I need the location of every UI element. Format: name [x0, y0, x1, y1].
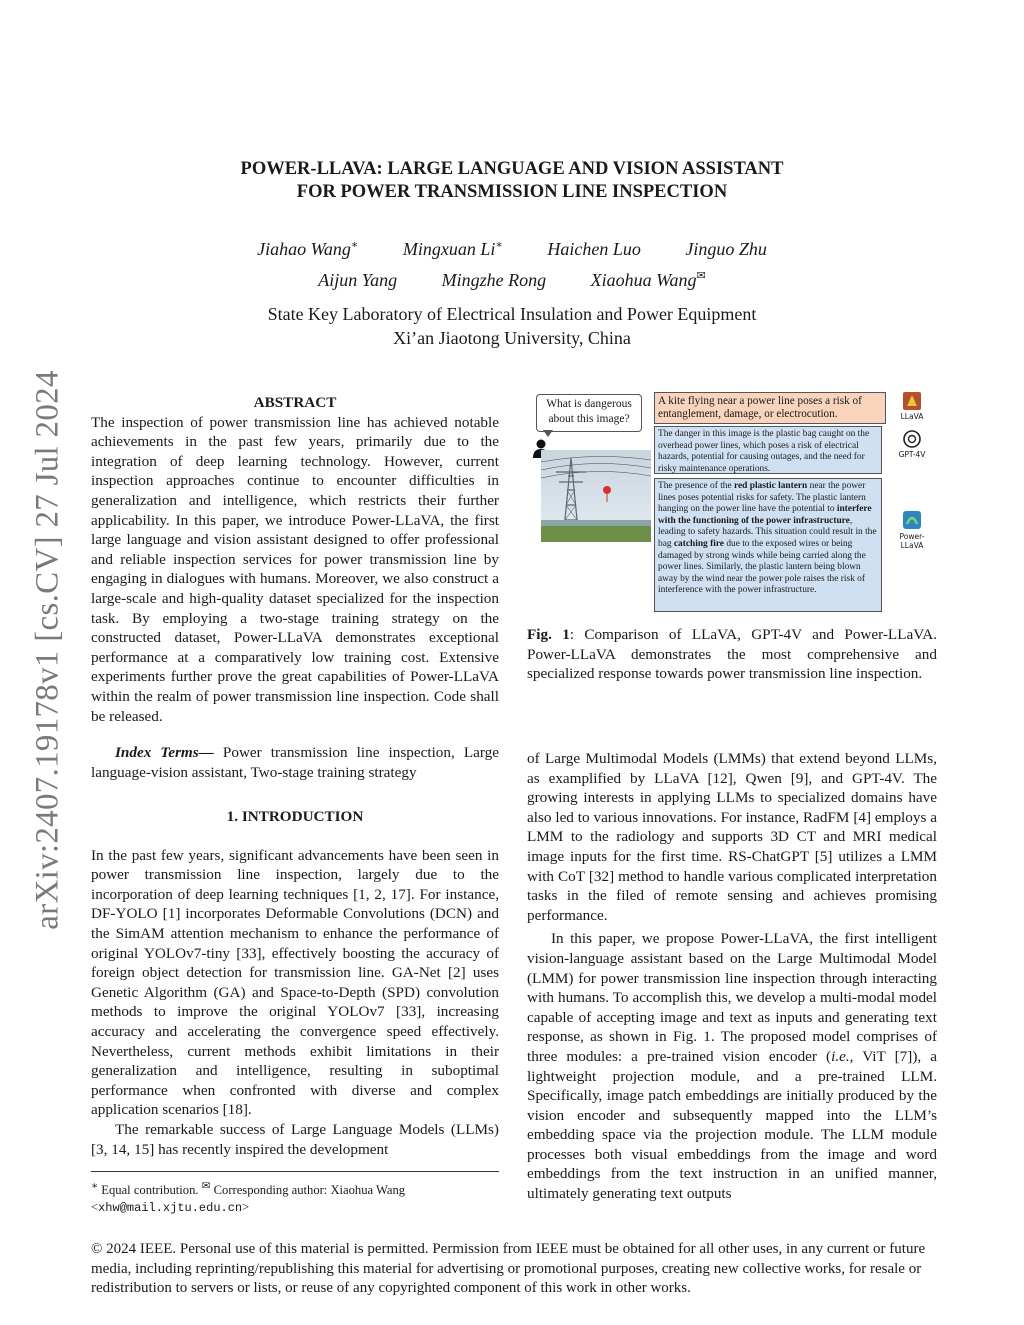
- paper-title: POWER-LLAVA: LARGE LANGUAGE AND VISION ASSISTANT FOR POWER TRANSMISSION LINE INSPECTION: [240, 159, 784, 202]
- right-paragraph-1: of Large Multimodal Models (LMMs) that extend beyond LLMs, as examplified by LLaVA [12], Qwen [9], and GPT-4V. The growing interests in applying LLMs to specialized domains have also led to various innovations. For instance, RadFM [4] employs a LMM to the radiology and supports 3D CT and MRI medical image inputs for the first time. RS-ChatGPT [5] utilizes a LMM with CoT [32] method to handle various complicated interpretation tasks in the filed of remote sensing and achieves promising performance.: [527, 750, 937, 924]
- llava-logo-icon: [903, 392, 921, 410]
- intro-paragraph-2: The remarkable success of Large Language Models (LLMs) [3, 14, 15] has recently inspired the development: [91, 1120, 499, 1158]
- gpt4v-answer: The danger in this image is the plastic bag caught on the overhead power lines, which poses a risk of electrical hazards, potential for causing outages, and the need for risky maintenance operations.: [654, 426, 882, 474]
- author: Xiaohua Wang✉: [590, 270, 706, 290]
- abstract-heading: ABSTRACT: [253, 394, 337, 411]
- author: Jiahao Wang∗: [257, 239, 359, 259]
- affiliation: State Key Laboratory of Electrical Insulation and Power Equipment Xi’an Jiaotong University, China: [267, 304, 757, 348]
- power-llava-answer: The presence of the red plastic lantern near the power lines poses potential risks for safety. The plastic lantern hanging on the power line have the potential to interfere with the functioning of the power infrastructure, leading to safety hazards. This situation could result in the bag catching fire due to the exposed wires or being damaged by strong winds while being carried along the power lines. Similarly, the plastic lantern being blown away by the wind near the power pole raises the risk of interference with the power infrastructure.: [654, 478, 882, 612]
- figure-caption: Fig. 1: Comparison of LLaVA, GPT-4V and Power-LLaVA. Power-LLaVA demonstrates the most comprehensive and specialized response towards power transmission line inspection.: [527, 626, 938, 683]
- right-paragraph-2: In this paper, we propose Power-LLaVA, the first intelligent vision-language assistant based on the Large Multimodal Model (LMM) for power transmission line inspection through interacting with humans. To accomplish this, we develop a multi-modal model capable of accepting image and text as inputs and generating text response, as shown in Fig. 1. The proposed model comprises of three modules: a pre-trained vision encoder (i.e., ViT [7]), a lightweight projection module, and a pre-trained LLM. Specifically, image patch embeddings are initially produced by the vision encoder and subsequently mapped into the LLM’s embedding space via the projection module. The LLM module processes both visual embeddings from the image and word embeddings from the text instruction in an unified manner, ultimately generating text outputs: [527, 930, 937, 1203]
- abstract-text: The inspection of power transmission line has achieved notable achievements in the past few years, primarily due to the integration of deep learning technology. However, current inspection approaches continue to encounter difficulties in generalization and intelligence, which restricts their further applicability. In this paper, we introduce Power-LLaVA, the first large language and vision assistant designed to offer professional and reliable inspection services for power transmission line by engaging in dialogues with humans. Moreover, we also construct a large-scale and high-quality dataset specialized for the inspection task. By employing a two-stage training strategy on the constructed dataset, Power-LLaVA demonstrates exceptional performance at a comparatively low training cost. Extensive experiments further prove the great capabilities of Power-LLaVA within the realm of power transmission line inspection. Code shall be released.: [91, 413, 499, 725]
- introduction-section: [91, 807, 499, 1159]
- red-lantern-icon: [603, 486, 611, 494]
- email-link[interactable]: xhw@mail.xjtu.edu.cn: [98, 1201, 243, 1216]
- author: Mingzhe Rong: [441, 270, 547, 290]
- abstract-section: [91, 393, 499, 726]
- intro-heading: 1. INTRODUCTION: [226, 808, 364, 825]
- intro-right-column: [527, 749, 937, 1204]
- author-list: [0, 232, 1024, 294]
- author: Aijun Yang: [318, 270, 398, 290]
- bubble-tail: [543, 430, 553, 437]
- openai-logo-icon: [903, 430, 921, 448]
- copyright-notice: © 2024 IEEE. Personal use of this material is permitted. Permission from IEEE must be obtained for all other uses, in any current or future media, including reprinting/republishing this material for advertising or promotional purposes, creating new collective works, for resale or redistribution to servers or lists, or reuse of any copyrighted component of this work in other works.: [91, 1241, 926, 1297]
- arxiv-identifier: arXiv:2407.19178v1 [cs.CV] 27 Jul 2024: [29, 370, 66, 930]
- footnote: ∗ Equal contribution. ✉ Corresponding author: Xiaohua Wang <xhw@mail.xjtu.edu.cn>: [91, 1171, 499, 1217]
- author: Jinguo Zhu: [685, 239, 767, 259]
- llava-model-label: LLaVA: [889, 392, 935, 421]
- power-llava-model-label: Power-LLaVA: [889, 510, 935, 550]
- author: Haichen Luo: [547, 239, 641, 259]
- transmission-tower-photo: [541, 450, 651, 542]
- index-terms-label: Index Terms—: [115, 744, 214, 761]
- author: Mingxuan Li∗: [402, 239, 503, 259]
- power-llava-logo-icon: [902, 510, 922, 530]
- index-terms: Index Terms— Power transmission line inspection, Large language-vision assistant, Two-stage training strategy: [91, 744, 499, 781]
- intro-paragraph-1: In the past few years, significant advancements have been seen in power transmission line inspection, largely due to the incorporation of deep learning techniques [1, 2, 17]. For instance, DF-YOLO [1] incorporates Deformable Convolutions (DCN) and the SimAM attention mechanism to enhance the performance of original YOLOv7-tiny [33], effectively boosting the accuracy of foreign object detection for transmission line. GA-Net [2] uses Genetic Algorithm (GA) and Space-to-Depth (SPD) convolution methods to improve the original YOLOv7 [33], increasing accuracy and accelerating the convergence speed effectively. Nevertheless, current methods exhibit limitations in their generalization and intelligence, resulting in suboptimal performance when confronted with diverse and complex application scenarios [18].: [91, 846, 499, 1119]
- question-bubble: What is dangerous about this image?: [536, 394, 642, 432]
- gpt4v-model-label: GPT-4V: [889, 430, 935, 459]
- figure-1: [527, 390, 937, 615]
- llava-answer: A kite flying near a power line poses a risk of entanglement, damage, or electrocution.: [654, 392, 886, 424]
